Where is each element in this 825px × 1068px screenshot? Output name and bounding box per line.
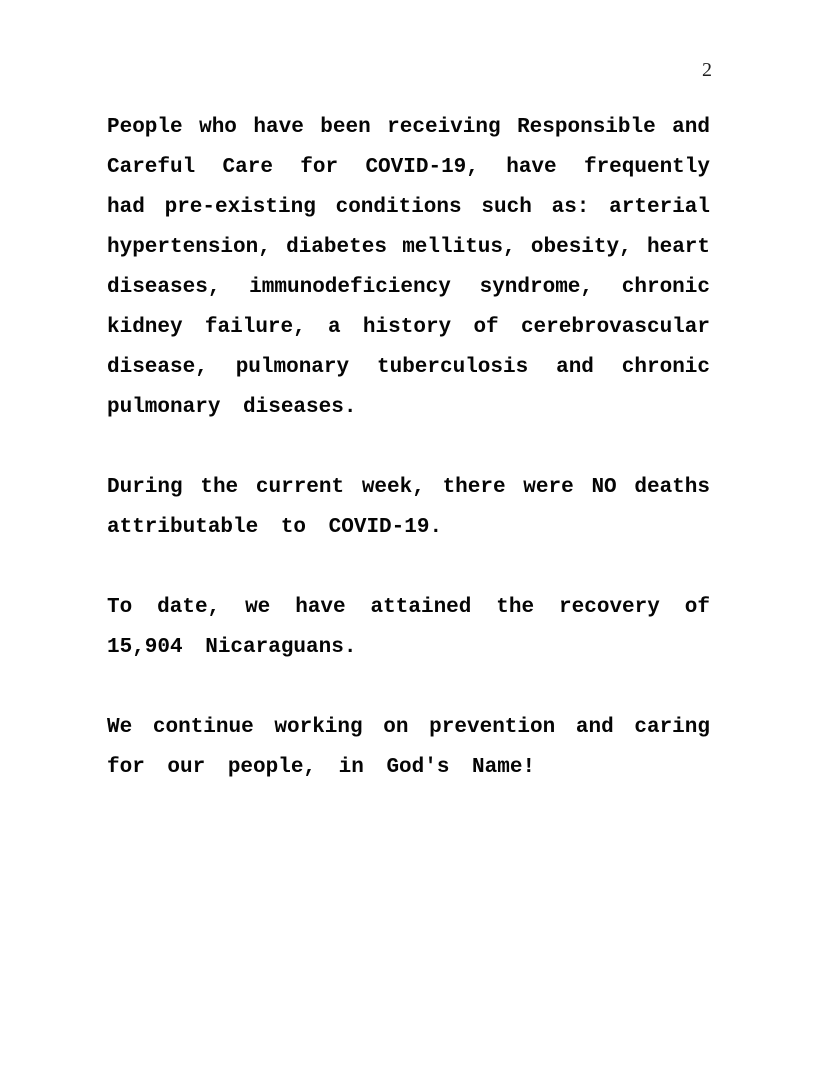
text-line: People who have been receiving Responsible and [107,116,710,139]
text-line: for our people, in God's Name! [107,756,536,779]
text-line: disease, pulmonary tuberculosis and chronic [107,356,710,379]
text-line: 15,904 Nicaraguans. [107,636,357,659]
text-line: hypertension, diabetes mellitus, obesity, heart [107,236,710,259]
text-line: diseases, immunodeficiency syndrome, chronic [107,276,710,299]
text-line: During the current week, there were NO deaths [107,476,710,499]
paragraph [107,468,710,548]
text-line: had pre-existing conditions such as: arterial [107,196,710,219]
text-line: attributable to COVID-19. [107,516,443,539]
text-line: kidney failure, a history of cerebrovascular [107,316,710,339]
paragraph [107,108,710,428]
text-line: Careful Care for COVID-19, have frequently [107,156,710,179]
paragraph [107,588,710,668]
text-line: pulmonary diseases. [107,396,357,419]
document-body [107,108,710,788]
paragraph [107,708,710,788]
text-line: We continue working on prevention and caring [107,716,710,739]
page-number: 2 [702,59,712,81]
text-line: To date, we have attained the recovery of [107,596,710,619]
